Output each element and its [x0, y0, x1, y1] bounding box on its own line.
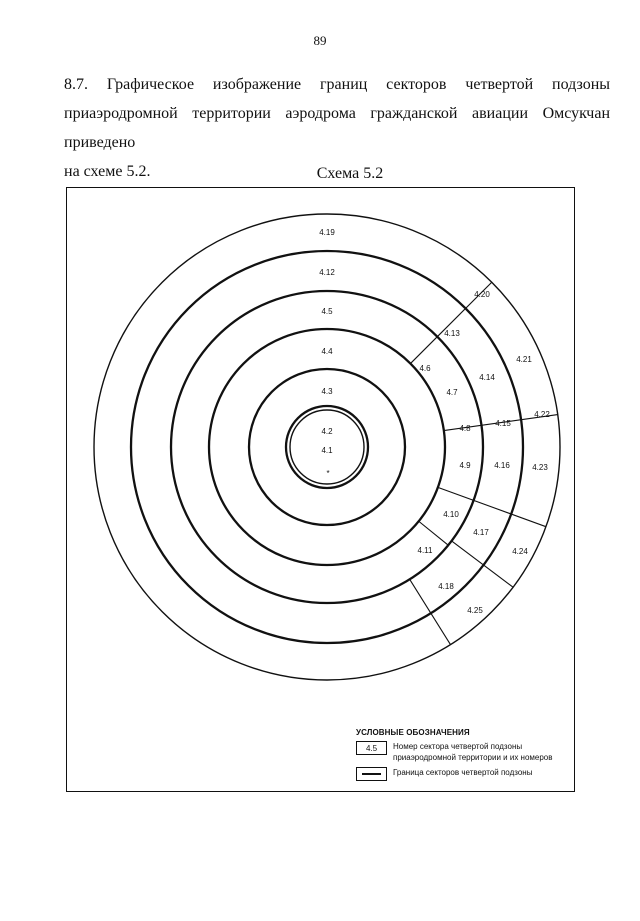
- sector-label: 4.1: [321, 446, 333, 455]
- sector-label: 4.19: [319, 228, 335, 237]
- legend-boundary-sample: [356, 767, 387, 781]
- sector-boundary-7: [452, 541, 513, 587]
- sector-label: 4.10: [443, 510, 459, 519]
- sector-label: 4.9: [459, 461, 471, 470]
- sector-label: 4.16: [494, 461, 510, 470]
- sector-label: 4.17: [473, 528, 489, 537]
- sector-label: 4.24: [512, 547, 528, 556]
- aerodrome-marker: *: [326, 469, 330, 478]
- legend-sector-text: Номер сектора четвертой подзоны приаэродромной территории и их номеров: [393, 742, 553, 762]
- sector-label: 4.14: [479, 373, 495, 382]
- sector-label: 4.15: [495, 419, 511, 428]
- sector-label: 4.18: [438, 582, 454, 591]
- sector-label: 4.22: [534, 410, 550, 419]
- legend-row-boundary: [356, 767, 566, 781]
- sector-label: 4.25: [467, 606, 483, 615]
- scheme-diagram: [67, 188, 574, 791]
- boundary-line-icon: [362, 773, 381, 776]
- sector-label: 4.5: [321, 307, 333, 316]
- sector-label: 4.8: [459, 424, 471, 433]
- sector-label: 4.21: [516, 355, 532, 364]
- sector-boundary-5: [438, 487, 546, 526]
- scheme-frame: [66, 187, 575, 792]
- sector-label: 4.2: [321, 427, 333, 436]
- legend-title: УСЛОВНЫЕ ОБОЗНАЧЕНИЯ: [356, 728, 470, 737]
- sector-label: 4.20: [474, 290, 490, 299]
- legend-boundary-text: Граница секторов четвертой подзоны: [393, 768, 533, 777]
- scheme-title: Схема 5.2: [316, 165, 384, 182]
- sector-label: 4.7: [446, 388, 458, 397]
- sector-label: 4.3: [321, 387, 333, 396]
- sector-label: 4.6: [419, 364, 431, 373]
- sector-label: 4.11: [417, 546, 433, 555]
- paragraph-line: на схеме 5.2.: [64, 163, 151, 180]
- legend: [356, 728, 566, 781]
- page-number: 89: [313, 33, 327, 48]
- sector-label: 4.4: [321, 347, 333, 356]
- legend-sector-sample: 4.5: [356, 741, 387, 755]
- sector-label: 4.13: [444, 329, 460, 338]
- sector-boundary-2: [410, 337, 437, 364]
- paragraph-line: 8.7. Графическое изображение границ секторов четвертой подзоны: [64, 76, 610, 93]
- sector-label: 4.23: [532, 463, 548, 472]
- sector-boundary-6: [419, 521, 449, 545]
- legend-row-sector: [356, 741, 566, 763]
- sector-label: 4.12: [319, 268, 335, 277]
- paragraph-line: приаэродромной территории аэродрома гражданской авиации Омсукчан приведено: [64, 105, 610, 151]
